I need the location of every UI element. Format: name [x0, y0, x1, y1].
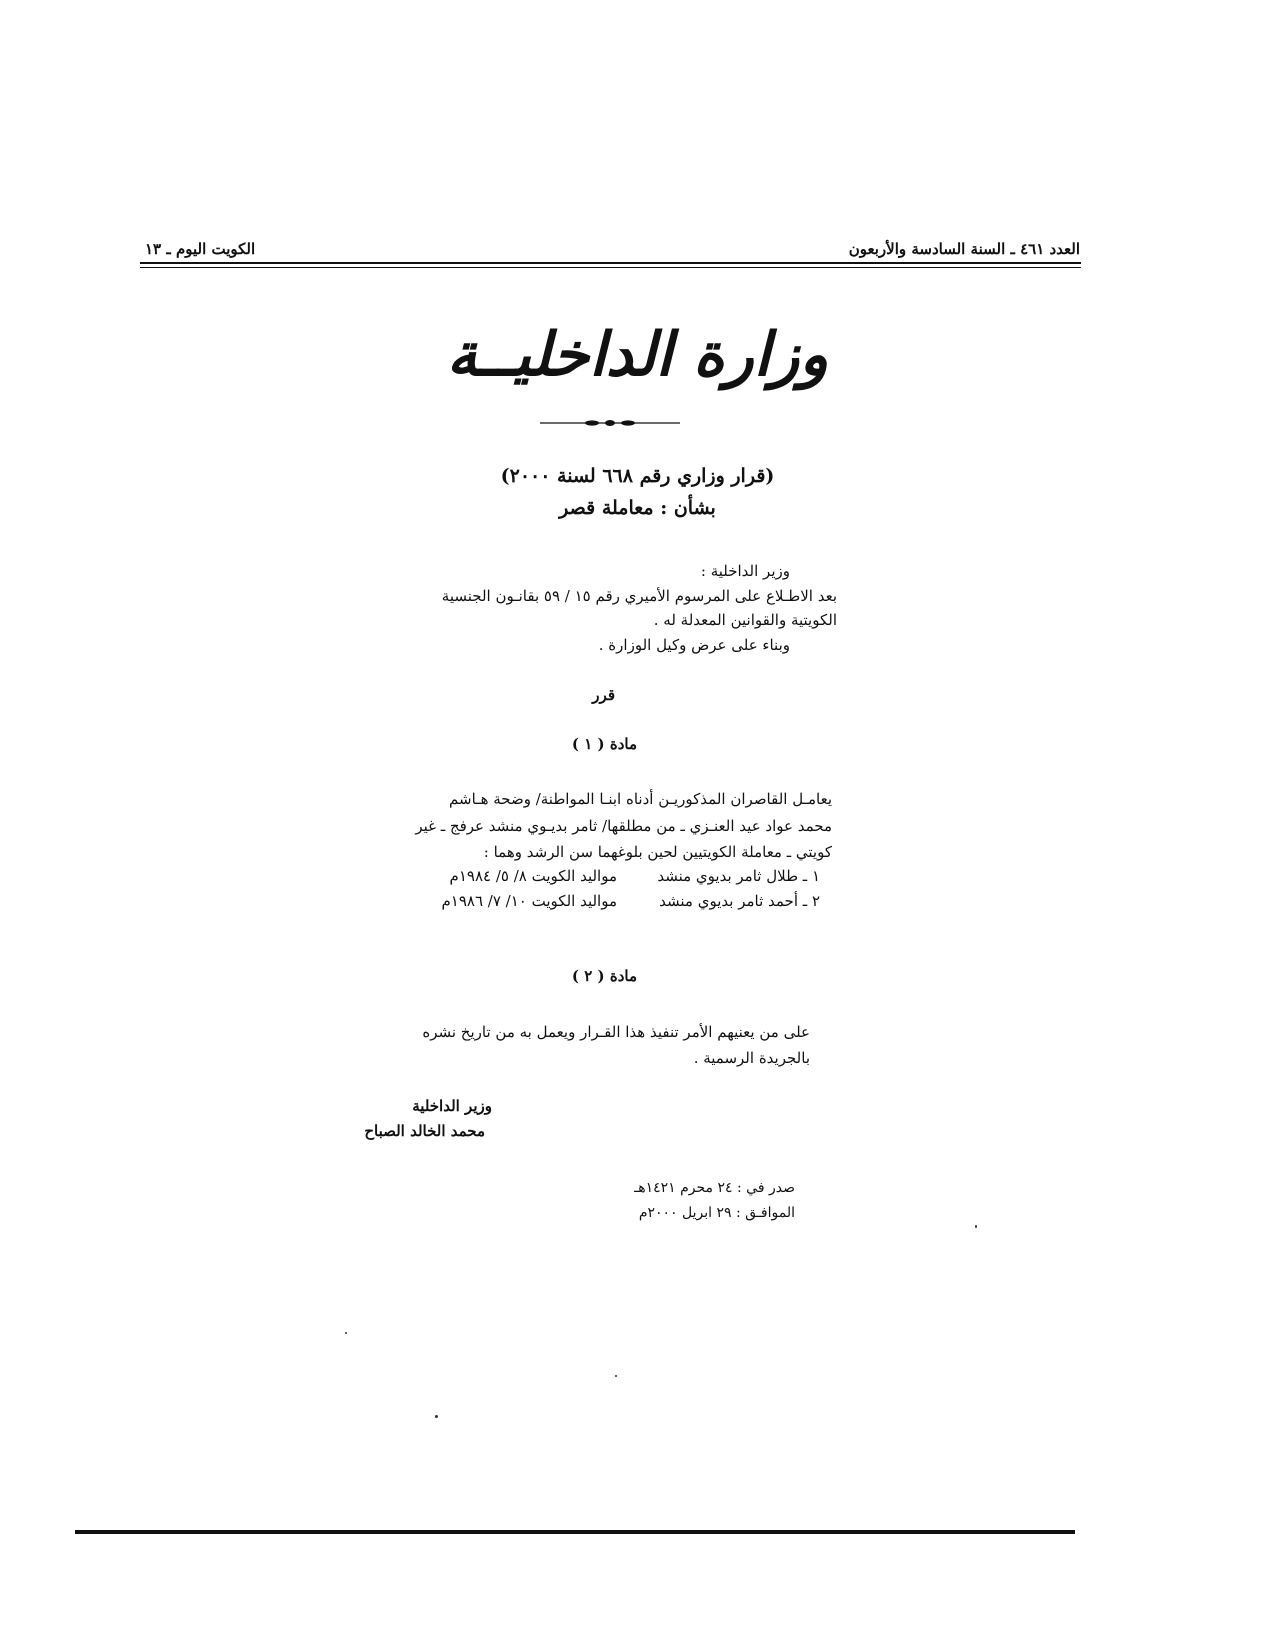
issue-date-hijri: صدر في : ٢٤ محرم ١٤٢١هـ [634, 1180, 795, 1196]
article-1-line: محمد عواد عيد العنـزي ـ من مطلقها/ ثامر بديـوي منشد عرفج ـ غير [415, 817, 832, 835]
decree-title: (قرار وزاري رقم ٦٦٨ لسنة ٢٠٠٠) [500, 465, 775, 487]
issue-info: العدد ٤٦١ ـ السنة السادسة والأربعون [848, 240, 1080, 258]
ministry-masthead: وزارة الداخليــة [446, 320, 829, 390]
decree-subject: بشأن : معاملة قصر [559, 497, 716, 519]
person-birth: مواليد الكويت ١٠/ ٧/ ١٩٨٦م [441, 892, 617, 910]
article-1-line: كويتي ـ معاملة الكويتيين لحين بلوغهما سن الرشد وهما : [483, 843, 832, 861]
preamble-line: وزير الداخلية : [700, 562, 790, 580]
person-name: ٢ ـ أحمد ثامر بديوي منشد [659, 892, 820, 910]
person-birth: مواليد الكويت ٨/ ٥/ ١٩٨٤م [449, 867, 617, 885]
article-2-heading: مادة ( ٢ ) [571, 967, 637, 985]
preamble-line: الكويتية والقوانين المعدلة له . [653, 611, 837, 629]
preamble-line: بعد الاطـلاع على المرسوم الأميري رقم ١٥ / ٥٩ بقانـون الجنسية [441, 587, 837, 605]
header-rule [140, 262, 1081, 264]
scan-speck [975, 1225, 977, 1228]
scan-speck [435, 1415, 438, 1418]
article-1-line: يعامـل القاصران المذكوريـن أدناه ابنـا المواطنة/ وضحة هـاشم [449, 790, 832, 808]
signatory-name: محمد الخالد الصباح [364, 1122, 485, 1140]
article-2-line: بالجريدة الرسمية . [693, 1049, 810, 1067]
article-2-line: على من يعنيهم الأمر تنفيذ هذا القـرار ويعمل به من تاريخ نشره [422, 1023, 810, 1041]
publication-page: الكويت اليوم ـ ١٣ [145, 240, 256, 258]
footer-rule [75, 1530, 1075, 1534]
article-1-heading: مادة ( ١ ) [571, 735, 637, 753]
scan-speck [615, 1375, 617, 1377]
issue-date-gregorian: الموافـق : ٢٩ ابريل ٢٠٠٠م [638, 1205, 795, 1221]
scan-speck [345, 1332, 347, 1334]
header-rule-thin [140, 267, 1081, 268]
ornament-divider-icon [540, 418, 680, 428]
preamble-line: وبناء على عرض وكيل الوزارة . [598, 636, 790, 654]
decided-heading: قرر [592, 686, 615, 704]
person-name: ١ ـ طلال ثامر بديوي منشد [657, 867, 820, 885]
signatory-title: وزير الداخلية [412, 1097, 492, 1115]
